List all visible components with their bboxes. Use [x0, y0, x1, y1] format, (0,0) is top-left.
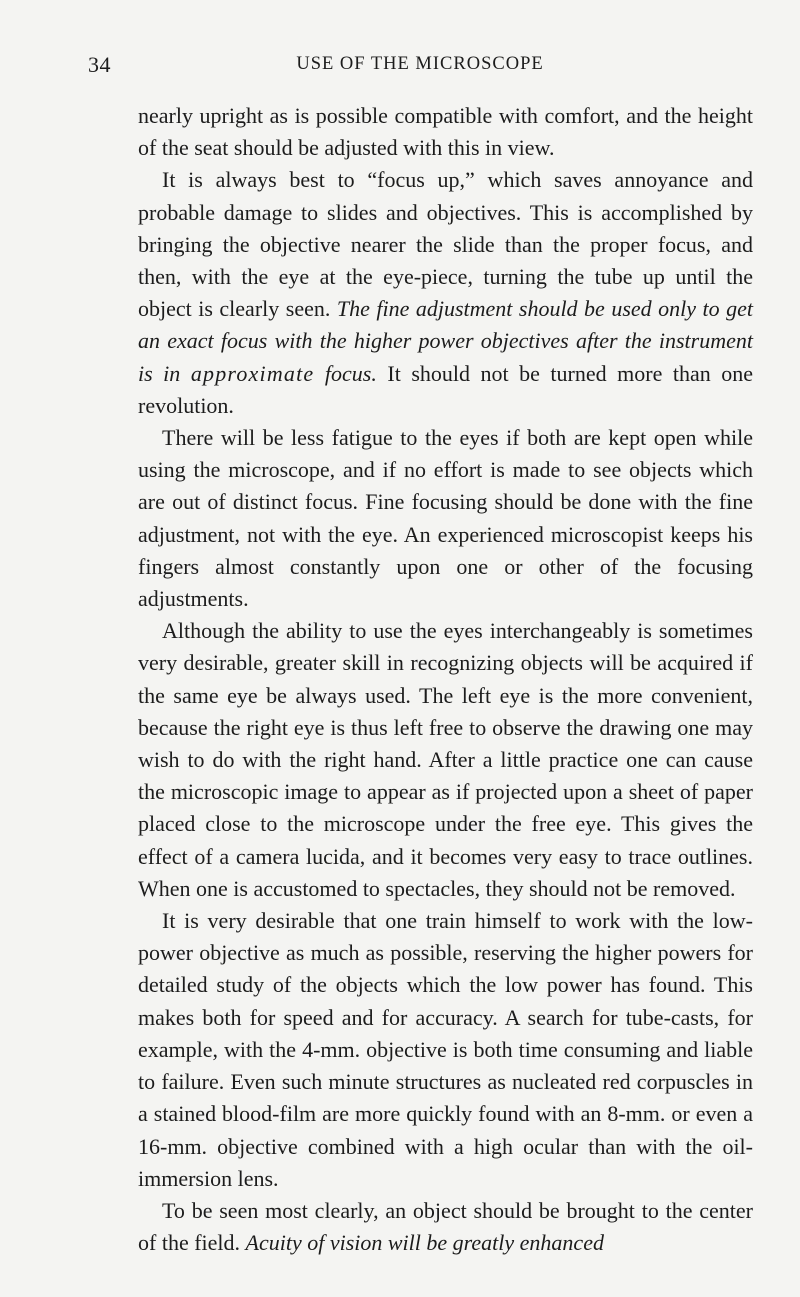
paragraph-6 — [138, 1195, 753, 1259]
paragraph-2-tail: It should not be turned more than one revolution. — [138, 360, 753, 418]
paragraph-2-emphasis-spaced: approximate — [190, 360, 315, 386]
paragraph-1: nearly upright as is possible compatible with comfort, and the height of the seat should be adjusted with this in view. — [138, 103, 753, 161]
paragraph-2 — [138, 164, 753, 422]
paragraph-6-text: To be seen most clearly, an object should be brought to the center of the field. — [138, 1197, 753, 1256]
paragraph-2-emphasis: The fine adjustment should be used only to get an exact focus with the higher power objectives after the instrument is in — [138, 296, 753, 386]
page-header — [0, 48, 800, 78]
paragraph-6-emphasis: Acuity of vision will be greatly enhanced — [245, 1230, 604, 1256]
paragraph-2-emphasis-end: focus. — [324, 360, 377, 386]
paragraph-5: It is very desirable that one train himself to work with the low-power objective as much as possible, reserving the higher powers for detailed study of the objects which the low power has found. This makes both for speed and for accuracy. A search for tube-casts, for example, with the 4-mm. objective is both time consuming and liable to failure. Even such minute structures as nucleated red corpuscles in a stained blood-film are more quickly found with an 8-mm. or even a 16-mm. objective combined with a high ocular than with the oil-immersion lens. — [138, 908, 753, 1191]
body-text — [138, 100, 753, 1259]
running-head: USE OF THE MICROSCOPE — [296, 54, 544, 74]
page-number: 34 — [88, 52, 111, 77]
paragraph-4: Although the ability to use the eyes interchangeably is sometimes very desirable, greater skill in recognizing objects will be acquired if the same eye be always used. The left eye is the more convenient, because the right eye is thus left free to observe the drawing one may wish to do with the right hand. After a little practice one can cause the microscopic image to appear as if projected upon a sheet of paper placed close to the microscope under the free eye. This gives the effect of a camera lucida, and it becomes very easy to trace outlines. When one is accustomed to spectacles, they should not be removed. — [138, 618, 753, 901]
paragraph-3: There will be less fatigue to the eyes if both are kept open while using the microscope, and if no effort is made to see objects which are out of distinct focus. Fine focusing should be done with the fine adjustment, not with the eye. An experienced microscopist keeps his fingers almost constantly upon one or other of the focusing adjustments. — [138, 425, 753, 612]
paragraph-2-text: It is always best to “focus up,” which saves annoyance and probable damage to slides and objectives. This is accomplished by bringing the objective nearer the slide than the proper focus, and then, with the eye at the eye-piece, turning the tube up until the object is clearly seen. — [138, 167, 753, 322]
